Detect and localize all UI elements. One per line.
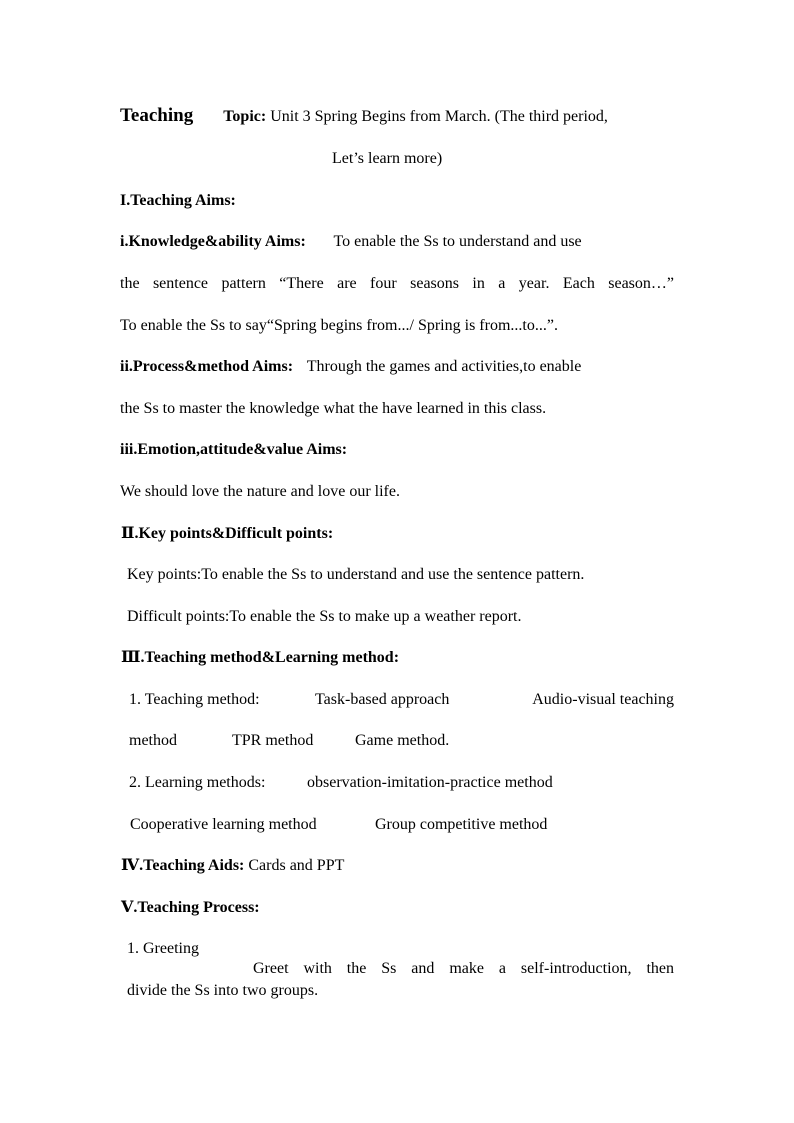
greeting-text: Greet with the Ss and make a self-introduction, then	[253, 960, 674, 977]
knowledge-aims-line-3: To enable the Ss to say“Spring begins from.../ Spring is from...to...”.	[120, 317, 558, 334]
group-competitive: Group competitive method	[375, 816, 548, 833]
title-word: Teaching	[120, 105, 194, 126]
knowledge-aims-label: i.Knowledge&ability Aims:	[120, 233, 306, 250]
process-aims-label: ii.Process&method Aims:	[120, 358, 294, 375]
game-method: Game method.	[355, 732, 450, 749]
methods-heading: Ⅲ.Teaching method&Learning method:	[121, 649, 400, 666]
topic-label: Topic:	[223, 108, 267, 125]
process-aims-line	[120, 357, 674, 377]
process-aims-line-2: the Ss to master the knowledge what the have learned in this class.	[120, 400, 547, 417]
greeting-line-2: divide the Ss into two groups.	[127, 982, 319, 999]
teaching-method-label: 1. Teaching method:	[129, 691, 260, 708]
tpr-method: TPR method	[232, 732, 314, 749]
title-continuation: Let’s learn more)	[332, 150, 443, 167]
teaching-process-heading: Ⅴ.Teaching Process:	[121, 899, 260, 916]
difficult-points-text: Difficult points:To enable the Ss to make up a weather report.	[127, 608, 522, 625]
learning-methods-line-2	[130, 815, 675, 835]
audio-visual-teaching: Audio-visual teaching	[532, 691, 674, 708]
teaching-aids-line	[121, 856, 675, 876]
process-aims-text: Through the games and activities,to enable	[306, 358, 582, 375]
teaching-aids-text: Cards and PPT	[248, 857, 345, 874]
greeting-line	[127, 939, 674, 977]
teaching-aids-label: Ⅳ.Teaching Aids:	[121, 857, 245, 874]
key-points-text: Key points:To enable the Ss to understand and use the sentence pattern.	[127, 566, 585, 583]
cooperative-learning: Cooperative learning method	[130, 816, 317, 833]
greeting-label: 1. Greeting	[127, 940, 199, 957]
aims-heading: I.Teaching Aims:	[120, 192, 236, 209]
observation-method: observation-imitation-practice method	[307, 774, 553, 791]
topic-text: Unit 3 Spring Begins from March. (The third period,	[270, 108, 608, 125]
learning-methods-line	[129, 773, 674, 793]
knowledge-aims-line	[120, 232, 674, 252]
teaching-method-line-2	[129, 731, 674, 751]
knowledge-aims-line-2: the sentence pattern “There are four seasons in a year. Each season…”	[120, 275, 674, 292]
task-based-approach: Task-based approach	[315, 691, 450, 708]
teaching-method-line	[129, 690, 674, 710]
emotion-aims-heading: iii.Emotion,attitude&value Aims:	[120, 441, 348, 458]
title-line	[120, 106, 674, 127]
learning-methods-label: 2. Learning methods:	[129, 774, 266, 791]
method-word: method	[129, 732, 177, 749]
emotion-aims-text: We should love the nature and love our life.	[120, 483, 400, 500]
knowledge-aims-text: To enable the Ss to understand and use	[333, 233, 582, 250]
key-points-heading: Ⅱ.Key points&Difficult points:	[121, 525, 334, 542]
